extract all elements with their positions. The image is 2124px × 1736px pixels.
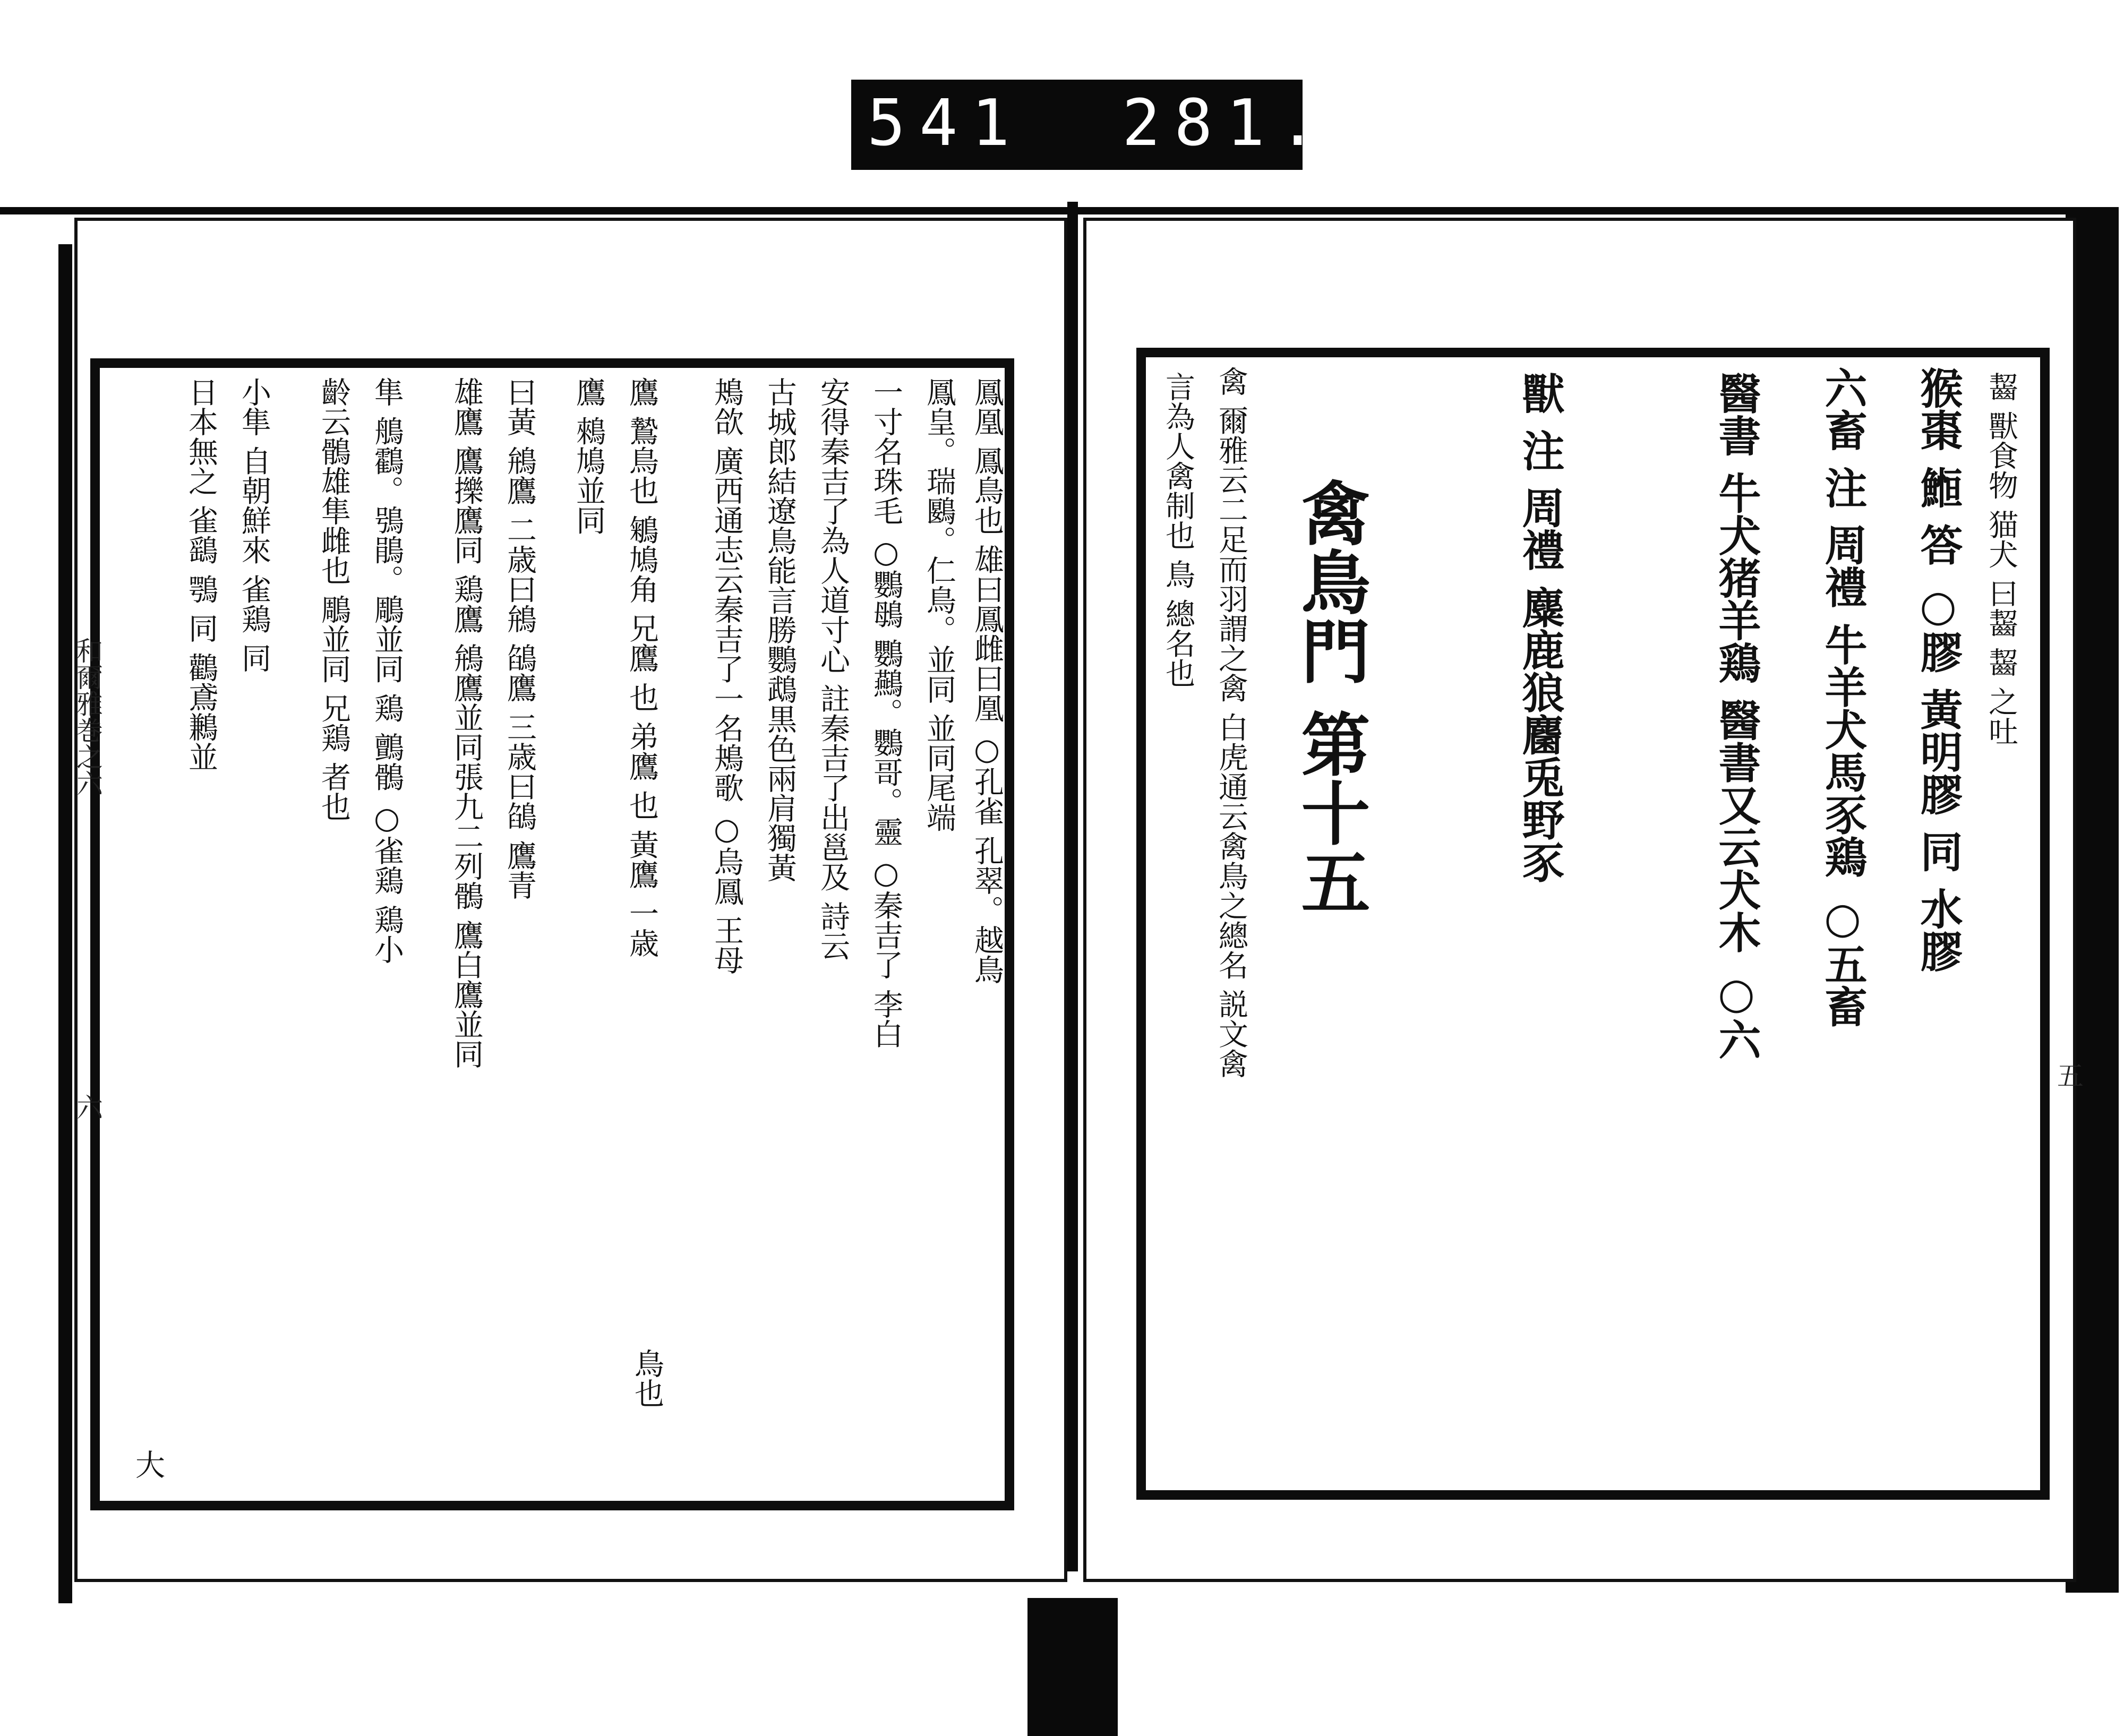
right-page-frame (1136, 348, 2050, 1500)
book-top-edge (0, 207, 2119, 214)
text-column: 日本無之 雀鷂 鶚 同 鸛鳶鶼並 (184, 377, 218, 772)
text-column: 鴂欱 廣西通志云秦吉了一名鴂歌 ○烏鳳 王母 (709, 377, 744, 975)
text-column: 禽 爾雅云二足而羽謂之禽 白虎通云禽鳥之總名 説文禽 (1214, 366, 1248, 1079)
book-gutter (1067, 202, 1078, 1571)
text-column: 鳥也 (630, 1348, 664, 1408)
text-column: 獸 注 周禮 麋鹿狼麕兎野豕 (1515, 372, 1565, 883)
text-column: 大 (131, 1449, 165, 1479)
left-margin-page-number: 六 (72, 1094, 103, 1120)
section-heading: 禽鳥門 第十五 (1290, 478, 1371, 916)
text-column: 一寸名珠毛 ○鸚䳇 鸚䴏。鸚哥。靈 ○秦吉了 李白 (869, 377, 903, 1049)
text-column: 安得秦吉了為人道寸心 註秦吉了出邕及 詩云 (816, 377, 850, 961)
text-column: 鷹 鷙鳥也 鵴鳩角 兄鷹 也 弟鷹 也 黃鷹 一歳 (624, 377, 659, 958)
text-column: 曰黃 鴘鷹 二歳曰鴘 鵮鷹 三歳曰鵮 鷹青 (502, 377, 537, 900)
text-column: 齧 獸食物 猫犬 曰齧 齧 之吐 (1984, 372, 2018, 746)
text-column: 雄鷹 鷹擽鷹同 鶏鷹 鴘鷹並同張九二列鶻 鷹白鷹並同 (449, 377, 484, 1069)
text-column: 六畜 注 周禮 牛羊犬馬豕鶏 ○五畜 (1818, 366, 1868, 1028)
gutter-clip (1027, 1598, 1118, 1736)
book-spread (0, 202, 2124, 1614)
right-margin-page-number: 五 (2053, 1062, 2084, 1088)
text-column: 齡云鶻雄隼雌也 鵰並同 兄鶏 者也 (316, 377, 351, 822)
text-column: 隼 鵃鸖。鴞鵑。鵰並同 鶏 鸇鶻 ○雀鶏 鶏小 (370, 377, 404, 965)
left-margin-title: 和爾雅巻之六 (72, 637, 103, 796)
text-column: 鷹 鶆鳩並同 (571, 377, 606, 535)
text-column: 醫書 牛犬猪羊鶏 醫書又云犬木 ○六 (1711, 372, 1761, 1061)
catalog-left-number: 541 (867, 87, 1024, 160)
catalog-number-label (851, 80, 1331, 170)
text-column: 鳳凰 鳳鳥也 雄曰鳳雌曰凰 ○孔雀 孔翠。越鳥 (970, 377, 1004, 985)
left-book-edge (58, 244, 72, 1603)
text-column: 小隼 自朝鮮來 雀鶏 同 (237, 377, 271, 673)
text-column: 言為人禽制也 鳥 總名也 (1161, 372, 1195, 688)
text-column: 古城郎結遼鳥能言勝鸚鵡黒色兩肩獨黃 (763, 377, 797, 882)
text-column: 猴棗 䱴 答 ○膠 黃明膠 同 水膠 (1913, 366, 1963, 973)
catalog-right-number: 281. (1122, 87, 1331, 160)
text-column: 鳳皇。瑞鶠。仁鳥。並同 並同尾端 (922, 377, 956, 832)
